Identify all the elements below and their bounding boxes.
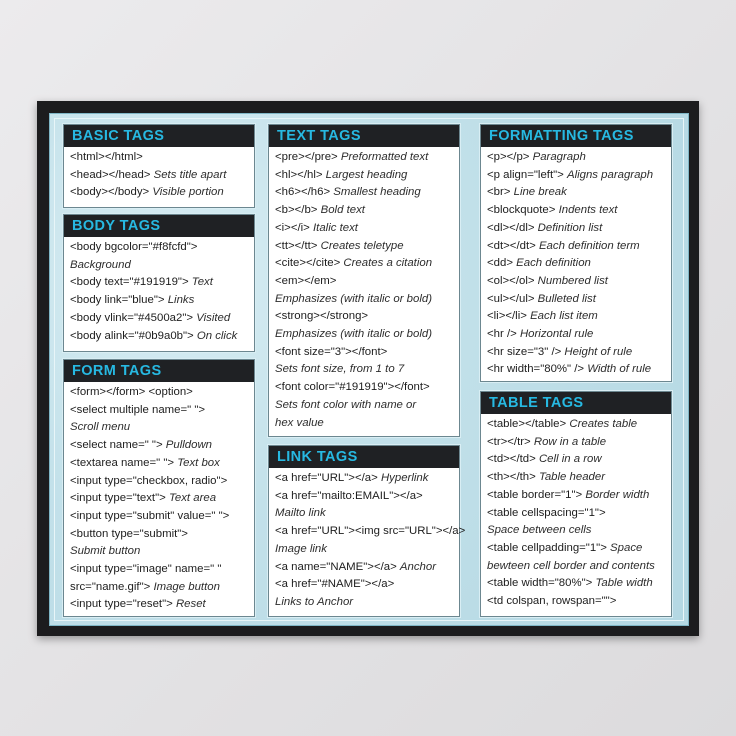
formatting-tags-heading: FORMATTING TAGS <box>481 125 671 147</box>
tag-code: <hr width="80%" /> <box>487 363 588 376</box>
body-tags-card <box>63 214 255 352</box>
tag-code: <input type="image" name=" " <box>70 563 222 576</box>
tag-description: Image link <box>275 542 327 555</box>
tag-line <box>70 473 254 491</box>
tag-description: Space <box>610 541 643 554</box>
tag-code: <html></html> <box>70 151 143 163</box>
tag-description: Smallest heading <box>333 186 421 199</box>
text-tags-card <box>268 124 460 437</box>
body-tags-list <box>64 237 254 345</box>
tag-code: <b></b> <box>275 204 321 217</box>
formatting-tags-card <box>480 124 672 382</box>
tag-description: Horizontal rule <box>519 328 594 341</box>
tag-line <box>487 167 671 185</box>
tag-description: Emphasizes (with italic or bold) <box>275 328 432 341</box>
formatting-tags-list <box>481 147 671 379</box>
tag-code: <textarea name=" "> <box>70 456 178 469</box>
tag-line <box>70 167 254 185</box>
tag-code: <dd> <box>487 257 517 270</box>
tag-line <box>275 326 459 344</box>
tag-line <box>487 505 671 523</box>
tag-description: Hyperlink <box>380 472 429 484</box>
tag-line <box>487 416 671 434</box>
tag-line <box>487 220 671 238</box>
tag-code: <head></head> <box>70 168 154 181</box>
tag-code: <table></table> <box>487 418 570 430</box>
tag-code: <table cellpadding="1"> <box>487 541 611 554</box>
tag-line <box>70 149 254 167</box>
tag-description: Indents text <box>558 204 618 217</box>
tag-line <box>487 487 671 505</box>
tag-description: Numbered list <box>537 274 608 287</box>
tag-code: <button type="submit"> <box>70 527 188 540</box>
tag-description: Aligns paragraph <box>566 168 654 181</box>
tag-line <box>487 238 671 256</box>
tag-code: <a href="mailto:EMAIL"></a> <box>275 489 423 502</box>
tag-description: Reset <box>175 598 206 611</box>
tag-line <box>275 167 459 185</box>
tag-code: <hr size="3" /> <box>487 345 565 358</box>
tag-description: Preformatted text <box>340 151 429 163</box>
tag-description: Row in a table <box>533 435 607 448</box>
tag-code: <body alink="#0b9a0b"> <box>70 329 197 342</box>
tag-line <box>70 419 254 437</box>
tag-description: Text box <box>177 456 220 469</box>
table-tags-card <box>480 391 672 617</box>
tag-line <box>70 239 254 257</box>
tag-code: <blockquote> <box>487 204 559 217</box>
text-tags-heading: TEXT TAGS <box>269 125 459 147</box>
tag-description: Bold text <box>320 204 365 217</box>
tag-code: <input type="reset"> <box>70 598 176 611</box>
tag-line <box>70 579 254 597</box>
tag-line <box>275 202 459 220</box>
tag-code: <table width="80%"> <box>487 577 596 590</box>
tag-description: Table header <box>538 471 606 484</box>
tag-description: Border width <box>585 488 650 501</box>
tag-line <box>70 384 254 402</box>
tag-code: <body link="blue"> <box>70 294 168 307</box>
tag-line <box>275 220 459 238</box>
poster-panel <box>49 113 689 626</box>
tag-description: Width of rule <box>587 363 652 376</box>
tag-description: Text area <box>168 492 217 505</box>
tag-code: <a href="URL"><img src="URL"></a> <box>275 525 466 538</box>
tag-description: Submit button <box>70 545 141 558</box>
tag-description: Links <box>167 294 195 307</box>
tag-code: <strong></strong> <box>275 310 369 323</box>
tag-description: Height of rule <box>564 345 633 358</box>
tag-code: <cite></cite> <box>275 257 344 270</box>
tag-code: <hl></hl> <box>275 168 326 181</box>
tag-description: Each list item <box>530 310 598 323</box>
tag-line <box>487 326 671 344</box>
link-tags-card <box>268 445 466 617</box>
tag-code: <select multiple name=" "> <box>70 403 206 416</box>
tag-line <box>275 523 466 541</box>
tag-code: <pre></pre> <box>275 151 341 163</box>
form-tags-list <box>64 382 254 614</box>
tag-code: <font color="#191919"></font> <box>275 381 430 394</box>
tag-description: Table width <box>595 577 653 590</box>
tag-description: Sets font color with name or <box>275 398 417 411</box>
tag-line <box>275 594 459 612</box>
tag-description: Sets font size, from 1 to 7 <box>275 363 405 376</box>
poster <box>37 101 699 636</box>
tag-description: Creates table <box>569 418 638 430</box>
tag-line <box>275 488 459 506</box>
tag-description: hex value <box>275 416 324 429</box>
tag-line <box>487 149 671 167</box>
text-tags-list <box>269 147 459 432</box>
tag-description: Pulldown <box>165 439 213 452</box>
tag-description: Each definition <box>516 257 591 270</box>
tag-description: Links to Anchor <box>275 595 354 608</box>
table-tags-list <box>481 414 671 611</box>
tag-line <box>275 238 459 256</box>
tag-line <box>70 508 254 526</box>
tag-code: <td colspan, rowspan=""> <box>487 595 617 608</box>
tag-line <box>275 576 459 594</box>
tag-line <box>487 522 671 540</box>
basic-tags-list <box>64 147 254 202</box>
tag-code: <input type="text"> <box>70 492 169 505</box>
tag-line <box>275 308 459 326</box>
tag-line <box>70 526 254 544</box>
tag-code: <td></td> <box>487 453 539 466</box>
form-tags-card <box>63 359 255 617</box>
tag-description: Definition list <box>537 221 603 234</box>
tag-line <box>70 437 254 455</box>
tag-code: <select name=" "> <box>70 439 166 452</box>
tag-code: <body bgcolor="#f8fcfd"> <box>70 241 198 253</box>
link-tags-list <box>269 468 466 612</box>
tag-line <box>487 308 671 326</box>
tag-description: Paragraph <box>532 151 586 163</box>
tag-description: Visible portion <box>152 186 224 199</box>
tag-line <box>487 469 671 487</box>
tag-line <box>275 379 459 397</box>
tag-line <box>487 558 671 576</box>
body-tags-heading: BODY TAGS <box>64 215 254 237</box>
tag-line <box>487 593 671 611</box>
tag-description: Mailto link <box>275 507 326 520</box>
tag-code: <input type="checkbox, radio"> <box>70 474 228 487</box>
tag-line <box>275 470 459 488</box>
tag-description: Anchor <box>399 560 437 573</box>
tag-line <box>487 202 671 220</box>
tag-line <box>70 310 254 328</box>
tag-line <box>70 184 254 202</box>
tag-line <box>275 505 459 523</box>
tag-line <box>70 292 254 310</box>
tag-description: Visited <box>196 311 231 324</box>
tag-line <box>275 184 459 202</box>
tag-code: <tr></tr> <box>487 435 534 448</box>
tag-description: Space between cells <box>487 524 592 537</box>
tag-line <box>275 273 459 291</box>
tag-line <box>487 451 671 469</box>
tag-line <box>275 415 459 433</box>
tag-description: Bulleted list <box>537 292 596 305</box>
tag-code: <input type="submit" value=" "> <box>70 509 230 522</box>
tag-description: Line break <box>513 186 567 199</box>
tag-description: Largest heading <box>325 168 408 181</box>
basic-tags-card <box>63 124 255 208</box>
tag-line <box>487 361 671 379</box>
tag-code: <font size="3"></font> <box>275 345 388 358</box>
tag-description: Each definition term <box>538 239 640 252</box>
tag-line <box>275 149 459 167</box>
tag-description: Scroll menu <box>70 421 131 434</box>
tag-code: <form></form> <option> <box>70 386 193 398</box>
tag-description: Image button <box>153 580 220 593</box>
tag-code: <tt></tt> <box>275 239 321 252</box>
tag-code: <h6></h6> <box>275 186 334 199</box>
tag-code: <dl></dl> <box>487 221 538 234</box>
tag-code: <ol></ol> <box>487 274 538 287</box>
tag-code: <p></p> <box>487 151 533 163</box>
tag-code: <em></em> <box>275 274 337 287</box>
tag-description: On click <box>196 329 238 342</box>
tag-line <box>70 490 254 508</box>
tag-line <box>275 344 459 362</box>
tag-code: <br> <box>487 186 514 199</box>
tag-code: <table border="1"> <box>487 488 586 501</box>
tag-line <box>70 257 254 275</box>
link-tags-heading: LINK TAGS <box>269 446 459 468</box>
tag-line <box>487 273 671 291</box>
basic-tags-heading: BASIC TAGS <box>64 125 254 147</box>
tag-line <box>70 402 254 420</box>
tag-code: <th></th> <box>487 471 539 484</box>
tag-line <box>70 455 254 473</box>
tag-line <box>487 434 671 452</box>
tag-line <box>487 540 671 558</box>
tag-line <box>275 361 459 379</box>
tag-description: Text <box>191 276 213 289</box>
tag-line <box>487 575 671 593</box>
tag-description: Sets title apart <box>153 168 227 181</box>
tag-line <box>487 344 671 362</box>
tag-code: <hr /> <box>487 328 520 341</box>
tag-description: Italic text <box>313 221 358 234</box>
tag-description: bewteen cell border and contents <box>487 559 655 572</box>
tag-line <box>275 291 459 309</box>
form-tags-heading: FORM TAGS <box>64 360 254 382</box>
tag-line <box>275 255 459 273</box>
tag-line <box>275 397 459 415</box>
tag-description: Cell in a row <box>538 453 602 466</box>
tag-code: <body vlink="#4500a2"> <box>70 311 197 324</box>
tag-code: <li></li> <box>487 310 531 323</box>
tag-line <box>70 328 254 346</box>
tag-code: <body></body> <box>70 186 153 199</box>
tag-code: <p align="left"> <box>487 168 567 181</box>
tag-code: <i></i> <box>275 221 313 234</box>
tag-line <box>487 184 671 202</box>
tag-line <box>70 596 254 614</box>
tag-description: Creates teletype <box>320 239 404 252</box>
tag-description: Creates a citation <box>343 257 433 270</box>
tag-line <box>487 291 671 309</box>
tag-code: <a href="URL"></a> <box>275 472 381 484</box>
tag-code: <dt></dt> <box>487 239 539 252</box>
tag-line <box>487 255 671 273</box>
tag-description: Background <box>70 258 131 271</box>
tag-line <box>70 274 254 292</box>
tag-code: <body text="#191919"> <box>70 276 192 289</box>
tag-description: Emphasizes (with italic or bold) <box>275 292 432 305</box>
tag-line <box>70 561 254 579</box>
tag-code: <a href="#NAME"></a> <box>275 578 395 591</box>
tag-line <box>275 559 459 577</box>
tag-code: <a name="NAME"></a> <box>275 560 400 573</box>
tag-code: <ul></ul> <box>487 292 538 305</box>
tag-code: src="name.gif"> <box>70 580 154 593</box>
table-tags-heading: TABLE TAGS <box>481 392 671 414</box>
tag-line <box>275 541 459 559</box>
tag-line <box>70 543 254 561</box>
tag-code: <table cellspacing="1"> <box>487 506 606 519</box>
